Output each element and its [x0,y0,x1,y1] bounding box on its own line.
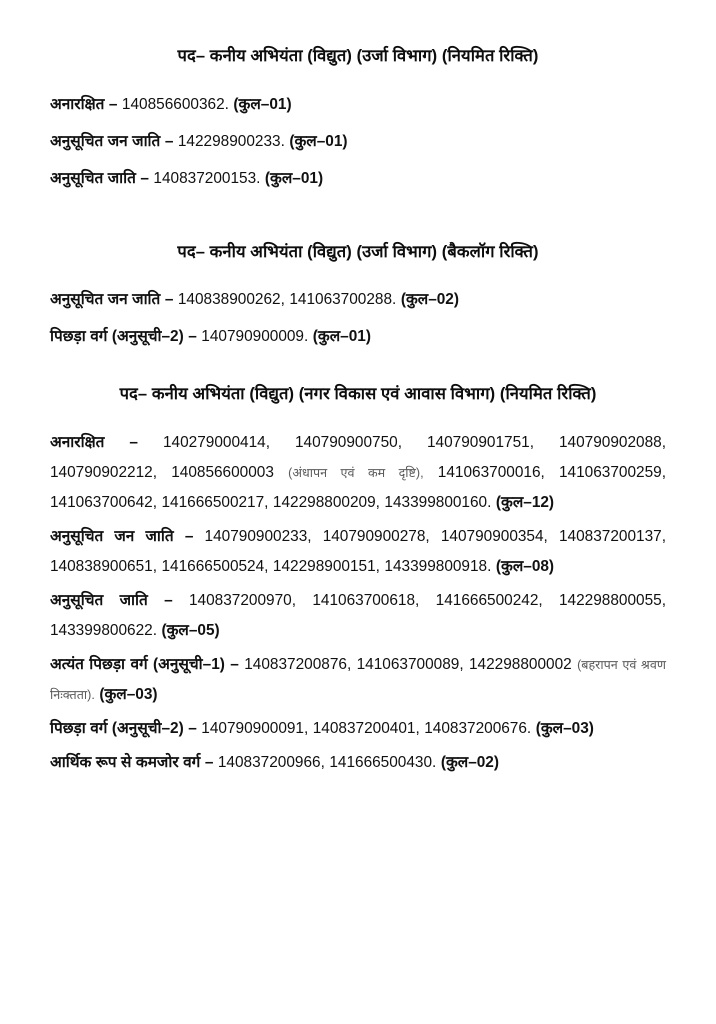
section-backlog-vacancy-energy [50,240,666,353]
total-count: (कुल–02) [440,754,499,772]
total-count: (कुल–03) [535,720,594,738]
roll-number-list: 140837200966, 141666500430. [217,754,437,772]
roll-number-list: 140790900009. [201,328,309,346]
separator-dash: – [204,754,214,772]
category-label: आर्थिक रूप से कमजोर वर्ग [50,754,201,772]
roll-number-list: 140837200876, 141063700089, 142298800002 [244,656,572,674]
total-count: (कुल–03) [99,686,158,704]
roll-number-list: 140837200970, 141063700618, 141666500242, 142298800055, 143399800622. [50,592,666,640]
section-heading: पद– कनीय अभियंता (विद्युत) (उर्जा विभाग) (नियमित रिक्ति) [177,47,539,65]
total-count: (कुल–01) [264,169,324,187]
separator-dash: – [164,132,174,150]
section-spacer [50,352,666,382]
roll-number-list: 140838900262, 141063700288. [177,291,397,309]
category-label: अनुसूचित जाति [50,169,136,187]
separator-dash: – [184,527,194,545]
total-count: (कुल–02) [400,291,459,309]
entry-row [50,650,666,710]
category-label: अनुसूचित जन जाति [50,291,161,309]
entry-row [50,428,666,518]
separator-dash: – [164,592,173,609]
section-regular-vacancy-energy [50,44,666,194]
section-spacer [50,194,666,240]
separator-dash: – [129,433,138,451]
section-heading: पद– कनीय अभियंता (विद्युत) (उर्जा विभाग) (बैकलॉग रिक्ति) [177,242,539,261]
total-count: (कुल–01) [233,95,292,113]
roll-number-list: 140790900091, 140837200401, 140837200676. [201,720,532,738]
category-label: अनारक्षित [50,95,105,113]
roll-number-list: 140856600362. [121,95,229,113]
entry-row [50,748,666,778]
total-count: (कुल–01) [312,328,371,346]
entry-row [50,285,666,315]
separator-dash: – [108,95,118,113]
separator-dash: – [140,169,149,187]
roll-number-list-continued: 141063700016, 141063700259, 141063700642, 141666500217, 142298800209, 143399800160. [50,463,666,511]
entry-row [50,586,666,646]
entry-row [50,164,666,194]
category-label: अनुसूचित जन जाति [50,132,161,150]
category-label: अनुसूचित जाति [50,592,148,609]
entry-row [50,714,666,744]
section-regular-vacancy-urban-housing [50,382,666,778]
total-count: (कुल–05) [161,622,220,640]
separator-dash: – [230,656,239,674]
category-label: पिछड़ा वर्ग (अनुसूची–2) [50,720,184,738]
category-label: अनुसूचित जन जाति [50,527,174,545]
total-count: (कुल–12) [495,493,555,511]
entry-row [50,90,666,120]
category-label: अनारक्षित [50,433,105,451]
separator-dash: – [188,720,197,738]
disability-note: (अंधापन एवं कम दृष्टि), [288,465,424,480]
disability-note: (बहरापन एवं श्रवण निःक्तता). [50,658,666,703]
roll-number-list: 140279000414, 140790900750, 140790901751, 140790902088, 140790902212, 140856600003 [50,433,666,481]
entry-row [50,322,666,352]
separator-dash: – [188,328,197,346]
roll-number-list: 142298900233. [177,132,285,150]
entry-row [50,127,666,157]
separator-dash: – [164,291,174,309]
total-count: (कुल–01) [289,132,348,150]
section-heading: पद– कनीय अभियंता (विद्युत) (नगर विकास एवं आवास विभाग) (नियमित रिक्ति) [119,385,597,404]
category-label: अत्यंत पिछड़ा वर्ग (अनुसूची–1) [50,656,225,674]
entry-row [50,522,666,582]
roll-number-list: 140790900233, 140790900278, 140790900354, 140837200137, 140838900651, 141666500524, 142298900151, 143399800918. [50,527,666,575]
total-count: (कुल–08) [495,557,555,575]
roll-number-list: 140837200153. [153,169,261,187]
category-label: पिछड़ा वर्ग (अनुसूची–2) [50,328,184,346]
